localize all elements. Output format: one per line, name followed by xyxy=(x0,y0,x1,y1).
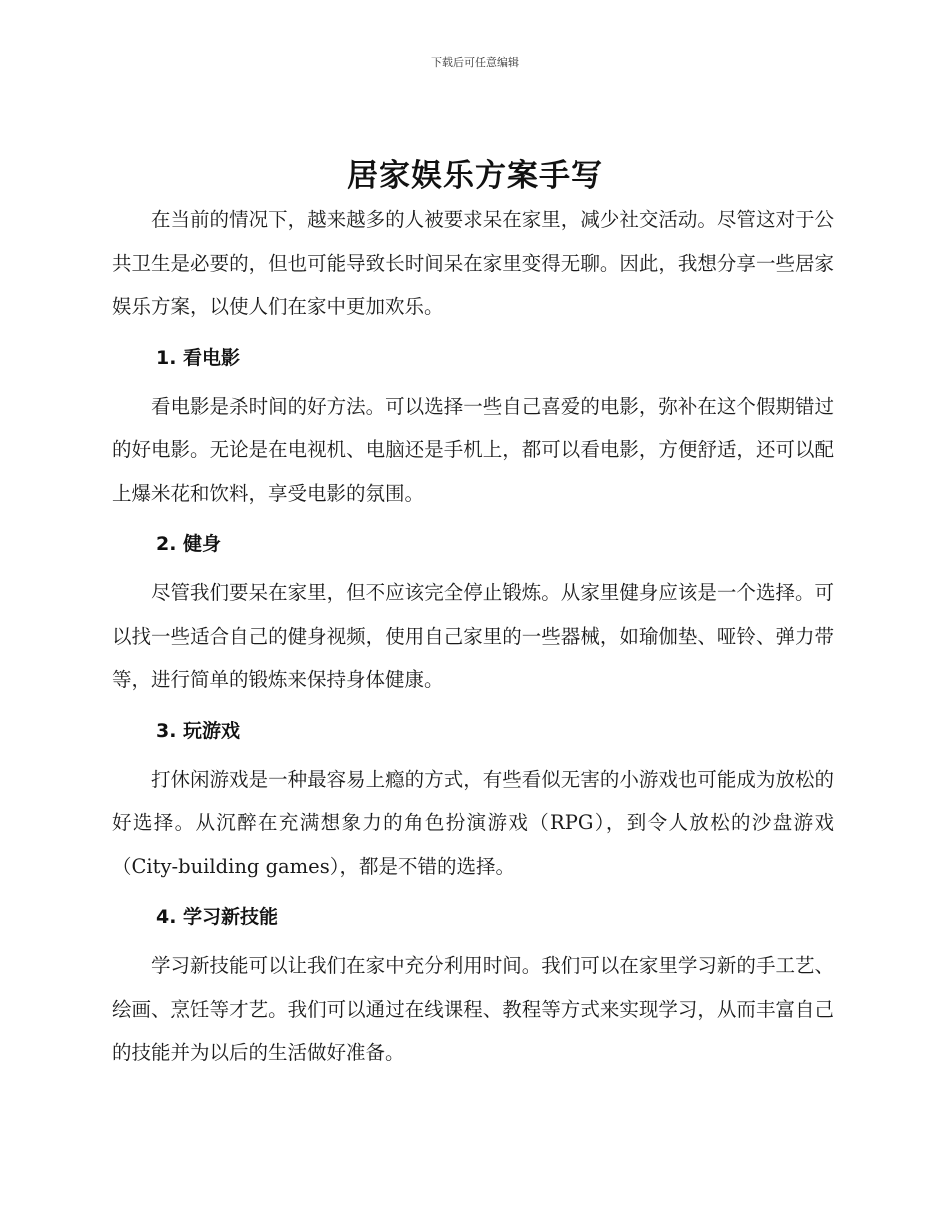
section-heading-skills: 4. 学习新技能 xyxy=(156,906,279,928)
document-title: 居家娱乐方案手写 xyxy=(347,158,603,194)
section-body-games: 打休闲游戏是一种最容易上瘾的方式，有些看似无害的小游戏也可能成为放松的好选择。从沉醉在充满想象力的角色扮演游戏（RPG），到令人放松的沙盘游戏（City-building games），都是不错的选择。 xyxy=(112,767,834,878)
document-body xyxy=(112,198,834,1075)
section-heading-games: 3. 玩游戏 xyxy=(156,719,241,742)
section-heading-movies: 1. 看电影 xyxy=(156,346,241,369)
section-body-movies: 看电影是杀时间的好方法。可以选择一些自己喜爱的电影，弥补在这个假期错过的好电影。无论是在电视机、电脑还是手机上，都可以看电影，方便舒适，还可以配上爆米花和饮料，享受电影的氛围。 xyxy=(112,394,834,505)
header-note: 下载后可任意编辑 xyxy=(431,56,519,69)
section-body-skills: 学习新技能可以让我们在家中充分利用时间。我们可以在家里学习新的手工艺、绘画、烹饪等才艺。我们可以通过在线课程、教程等方式来实现学习，从而丰富自己的技能并为以后的生活做好准备。 xyxy=(112,954,834,1064)
intro-paragraph: 在当前的情况下，越来越多的人被要求呆在家里，减少社交活动。尽管这对于公共卫生是必要的，但也可能导致长时间呆在家里变得无聊。因此，我想分享一些居家娱乐方案，以使人们在家中更加欢乐。 xyxy=(112,208,834,318)
section-heading-fitness: 2. 健身 xyxy=(156,533,222,555)
section-body-fitness: 尽管我们要呆在家里，但不应该完全停止锻炼。从家里健身应该是一个选择。可以找一些适合自己的健身视频，使用自己家里的一些器械，如瑜伽垫、哑铃、弹力带等，进行简单的锻炼来保持身体健康。 xyxy=(112,581,834,691)
